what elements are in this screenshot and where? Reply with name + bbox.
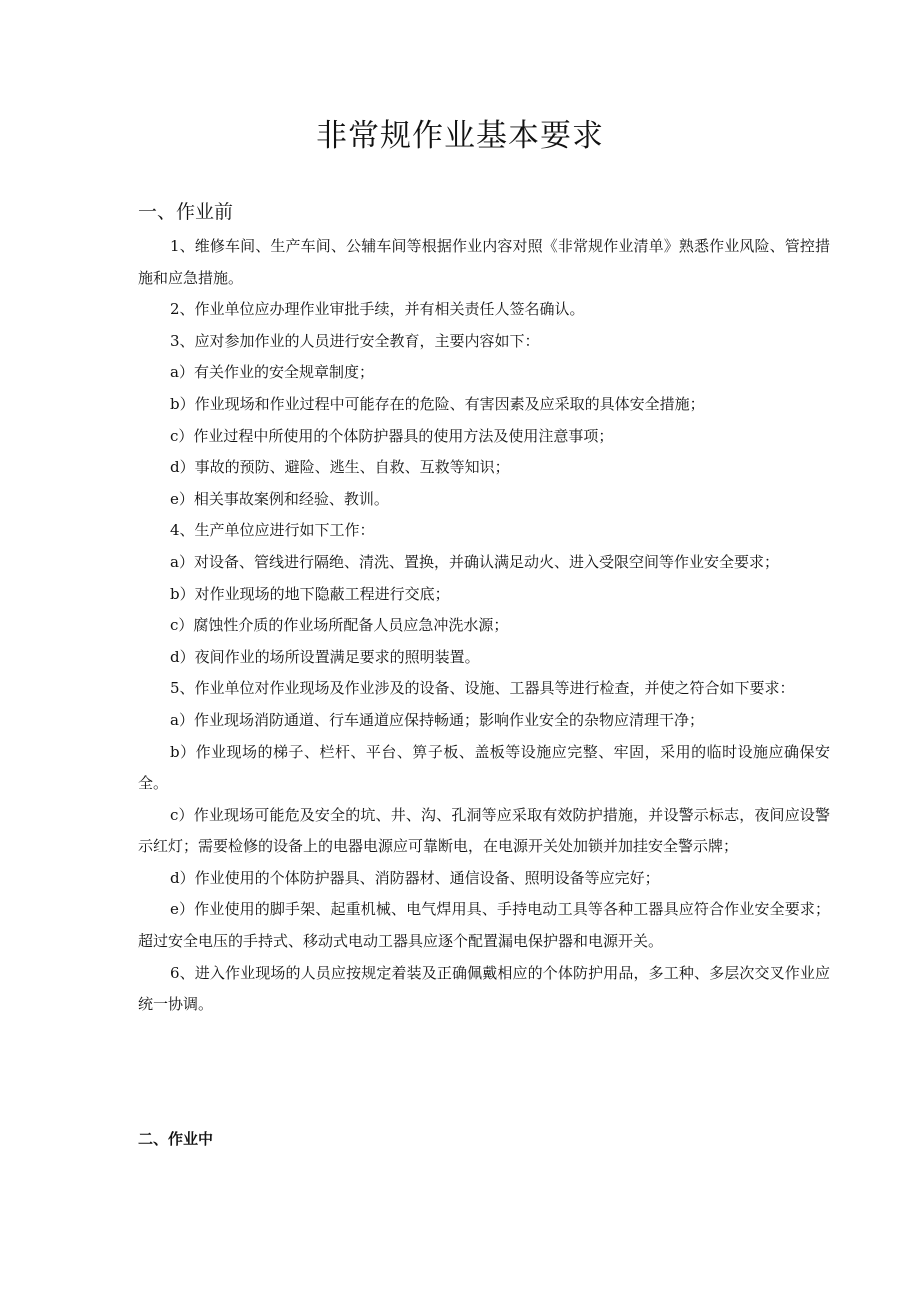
paragraph-item-1: 1、维修车间、生产车间、公辅车间等根据作业内容对照《非常规作业清单》熟悉作业风险、管控措施和应急措施。 [138,237,830,287]
paragraph-item-5c: c）作业现场可能危及安全的坑、井、沟、孔洞等应采取有效防护措施，并设警示标志，夜间应设警示红灯；需要检修的设备上的电器电源应可靠断电，在电源开关处加锁并加挂安全警示牌； [138,805,830,856]
paragraph-item-5e: e）作业使用的脚手架、起重机械、电气焊用具、手持电动工具等各种工器具应符合作业安全要求；超过安全电压的手持式、移动式电动工器具应逐个配置漏电保护器和电源开关。 [138,900,830,951]
paragraph-item-4: 4、生产单位应进行如下工作： [170,521,375,540]
paragraph-item-3b: b）作业现场和作业过程中可能存在的危险、有害因素及应采取的具体安全措施； [170,394,705,413]
paragraph-item-4c: c）腐蚀性介质的作业场所配备人员应急冲洗水源； [170,616,509,635]
paragraph-item-4a: a）对设备、管线进行隔绝、清洗、置换，并确认满足动火、进入受限空间等作业安全要求； [170,552,779,571]
paragraph-item-5a: a）作业现场消防通道、行车通道应保持畅通；影响作业安全的杂物应清理干净； [170,710,704,729]
paragraph-item-5b: b）作业现场的梯子、栏杆、平台、箅子板、盖板等设施应完整、牢固，采用的临时设施应确保安全。 [138,742,830,793]
paragraph-item-3c: c）作业过程中所使用的个体防护器具的使用方法及使用注意事项； [170,426,614,445]
paragraph-item-5: 5、作业单位对作业现场及作业涉及的设备、设施、工器具等进行检查，并使之符合如下要求： [170,679,795,698]
paragraph-item-2: 2、作业单位应办理作业审批手续，并有相关责任人签名确认。 [170,300,585,319]
section-heading-during-work: 二、作业中 [138,1130,214,1148]
paragraph-item-3: 3、应对参加作业的人员进行安全教育，主要内容如下： [170,331,540,350]
section-body-before-work [138,231,830,1021]
paragraph-item-4b: b）对作业现场的地下隐蔽工程进行交底； [170,584,450,603]
paragraph-item-5d: d）作业使用的个体防护器具、消防器材、通信设备、照明设备等应完好； [170,868,660,887]
paragraph-item-4d: d）夜间作业的场所设置满足要求的照明装置。 [170,647,480,666]
paragraph-item-3d: d）事故的预防、避险、逃生、自救、互救等知识； [170,458,510,477]
paragraph-item-3a: a）有关作业的安全规章制度； [170,363,374,382]
document-title: 非常规作业基本要求 [316,118,604,154]
paragraph-item-6: 6、进入作业现场的人员应按规定着装及正确佩戴相应的个体防护用品，多工种、多层次交叉作业应统一协调。 [138,963,830,1014]
paragraph-item-3e: e）相关事故案例和经验、教训。 [170,489,389,508]
section-heading-before-work: 一、作业前 [138,201,234,223]
